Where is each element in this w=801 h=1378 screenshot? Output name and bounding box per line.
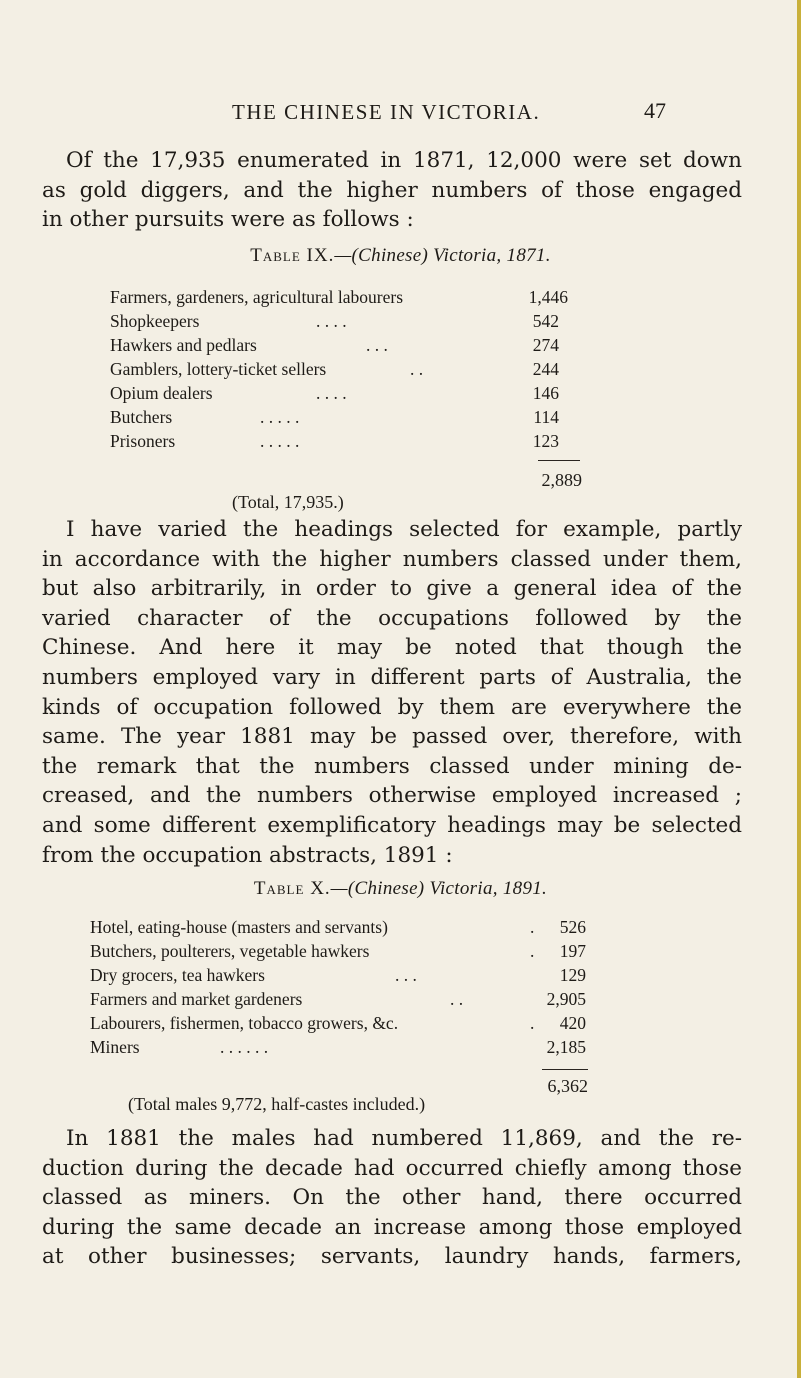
row-value: 244 (532, 359, 559, 379)
table-x-sum: 6,362 (547, 1076, 588, 1096)
text-line: varied character of the occupations followed by the (42, 605, 742, 631)
row-label: Shopkeepers (110, 311, 200, 331)
paragraph-1881 (42, 1124, 742, 1272)
row-leader: . (530, 917, 535, 937)
table-x-caption: —(Chinese) Victoria, 1891. (330, 878, 548, 899)
row-label: Butchers, poulterers, vegetable hawkers (90, 941, 370, 961)
row-label: Opium dealers (110, 383, 213, 403)
row-value: 526 (559, 917, 586, 937)
row-leader: . . . . (316, 383, 347, 403)
sum-rule (542, 1069, 588, 1070)
table-row (90, 1011, 630, 1035)
text-line: classed as miners. On the other hand, there occurred (42, 1185, 742, 1211)
text-line: numbers employed vary in different parts of Australia, the (42, 664, 742, 690)
row-leader: . . . . . . (220, 1037, 269, 1057)
text-line: from the occupation abstracts, 1891 : (42, 842, 453, 868)
table-ix-title (0, 245, 801, 267)
table-row (110, 309, 610, 333)
row-leader: . . . (395, 965, 417, 985)
row-leader: . . . (366, 335, 388, 355)
text-line: at other businesses; servants, laundry hands, farmers, (42, 1244, 742, 1270)
paragraph-intro (42, 146, 742, 235)
running-title: THE CHINESE IN VICTORIA. (232, 100, 541, 124)
row-label: Gamblers, lottery-ticket sellers (110, 359, 327, 379)
row-leader: . . . . . (260, 431, 300, 451)
table-row (110, 381, 610, 405)
row-value: 146 (532, 383, 559, 403)
row-value: 114 (533, 407, 559, 427)
table-row (110, 285, 610, 309)
text-line: Of the 17,935 enumerated in 1871, 12,000 were set down (66, 148, 742, 173)
row-leader: . (530, 1013, 535, 1033)
page-number: 47 (644, 98, 666, 123)
table-row (110, 429, 610, 453)
table-row (110, 405, 610, 429)
table-ix-sum: 2,889 (541, 470, 582, 490)
table-ix-total-note: (Total, 17,935.) (232, 492, 344, 512)
text-line: Chinese. And here it may be noted that though the (42, 635, 742, 661)
table-ix-label: Table IX. (250, 245, 335, 266)
row-leader: . . . . . (260, 407, 300, 427)
row-label: Hawkers and pedlars (110, 335, 257, 355)
row-value: 123 (532, 431, 559, 451)
row-label: Farmers, gardeners, agricultural labourers (110, 287, 404, 307)
row-value: 197 (559, 941, 586, 961)
text-line: the remark that the numbers classed under mining de- (42, 753, 742, 779)
table-row (90, 939, 630, 963)
table-row (90, 915, 630, 939)
table-row (110, 333, 610, 357)
row-label: Labourers, fishermen, tobacco growers, &c. (90, 1013, 399, 1033)
text-line: in other pursuits were as follows : (42, 207, 414, 233)
row-label: Hotel, eating-house (masters and servants) (90, 917, 388, 937)
table-row (90, 963, 630, 987)
row-value: 1,446 (528, 287, 568, 307)
row-label: Butchers (110, 407, 173, 427)
row-value: 2,185 (546, 1037, 586, 1057)
text-line: kinds of occupation followed by them are everywhere the (42, 694, 742, 720)
row-value: 274 (532, 335, 559, 355)
text-line: creased, and the numbers otherwise employed increased ; (42, 783, 742, 809)
row-leader: . . (450, 989, 464, 1009)
text-line: I have varied the headings selected for example, partly (66, 517, 742, 542)
table-row (90, 987, 630, 1011)
text-line: duction during the decade had occurred chiefly among those (42, 1155, 742, 1181)
row-label: Miners (90, 1037, 140, 1057)
paragraph-discussion (42, 515, 742, 870)
text-line: and some different exemplificatory headings may be selected (42, 812, 742, 838)
row-value: 2,905 (546, 989, 586, 1009)
table-x-label: Table X. (253, 878, 331, 899)
row-value: 129 (559, 965, 586, 985)
text-line: same. The year 1881 may be passed over, therefore, with (42, 724, 742, 750)
text-line: but also arbitrarily, in order to give a general idea of the (42, 576, 742, 602)
text-line: In 1881 the males had numbered 11,869, and the re- (66, 1126, 742, 1151)
running-head (0, 100, 801, 130)
row-label: Prisoners (110, 431, 176, 451)
row-value: 420 (559, 1013, 586, 1033)
table-row (110, 357, 610, 381)
table-x-title (0, 878, 801, 900)
sum-rule (538, 460, 580, 461)
row-leader: . . . . (316, 311, 347, 331)
row-label: Dry grocers, tea hawkers (90, 965, 265, 985)
text-line: in accordance with the higher numbers classed under them, (42, 546, 742, 572)
row-value: 542 (532, 311, 559, 331)
table-ix-caption: —(Chinese) Victoria, 1871. (334, 245, 551, 266)
table-x-total-note: (Total males 9,772, half-castes included.) (128, 1094, 426, 1114)
table-row (90, 1035, 630, 1059)
text-line: as gold diggers, and the higher numbers of those engaged (42, 177, 742, 203)
row-leader: . (530, 941, 535, 961)
row-label: Farmers and market gardeners (90, 989, 303, 1009)
text-line: during the same decade an increase among those employed (42, 1214, 742, 1240)
row-leader: . . (410, 359, 424, 379)
page-edge (797, 0, 801, 1378)
